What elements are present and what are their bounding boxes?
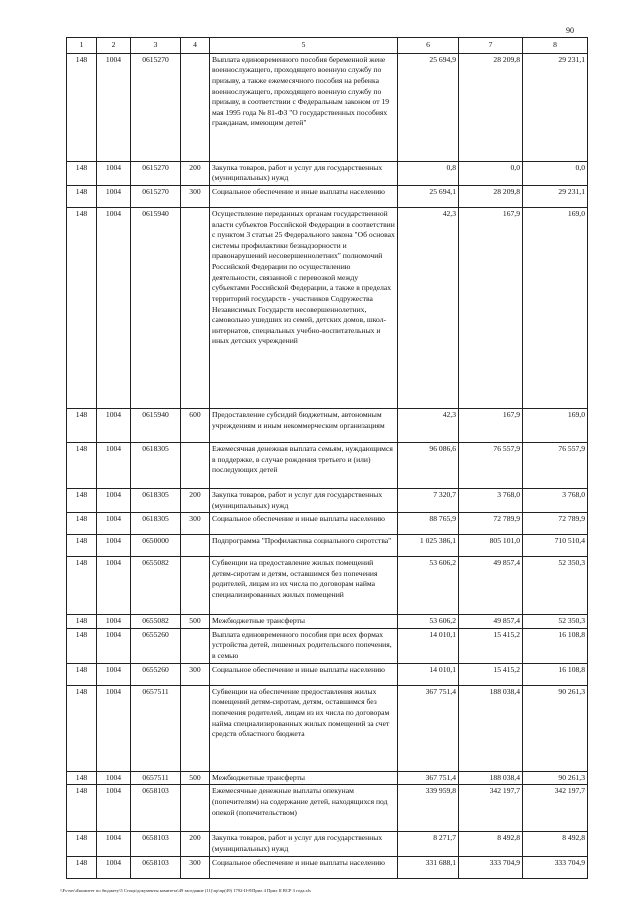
admin-code-cell: 148 — [67, 408, 97, 442]
section-code-cell: 1004 — [97, 628, 131, 663]
expense-type-cell — [181, 535, 210, 557]
amount-year1-cell: 25 694,1 — [398, 185, 459, 207]
amount-year3-cell: 72 789,9 — [523, 513, 588, 535]
table-row — [67, 535, 588, 557]
amount-year3-cell: 90 261,3 — [523, 685, 588, 771]
column-header: 7 — [459, 38, 523, 54]
table-row — [67, 663, 588, 685]
file-path-footer: \\Fs-mv\d\комитет по бюджету\5 Стоцк\документы комитета\49 заседание (11)\пр\пр(49) 1792-II-8\Прил 4 Прил II ВСР 3 года.xls — [60, 888, 311, 893]
table-row — [67, 442, 588, 488]
item-name-cell: Закупка товаров, работ и услуг для государственных (муниципальных) нужд — [210, 832, 398, 856]
column-header: 5 — [210, 38, 398, 54]
admin-code-cell: 148 — [67, 557, 97, 615]
target-article-cell: 0618305 — [131, 513, 181, 535]
section-code-cell: 1004 — [97, 442, 131, 488]
item-name-cell: Социальное обеспечение и иные выплаты населению — [210, 856, 398, 878]
column-header: 1 — [67, 38, 97, 54]
target-article-cell: 0650000 — [131, 535, 181, 557]
amount-year1-cell: 0,8 — [398, 161, 459, 185]
table-row — [67, 513, 588, 535]
amount-year1-cell: 53 606,2 — [398, 557, 459, 615]
amount-year3-cell: 52 350,3 — [523, 557, 588, 615]
expense-type-cell: 500 — [181, 615, 210, 629]
item-name-cell: Межбюджетные трансферты — [210, 615, 398, 629]
budget-table — [66, 37, 588, 879]
amount-year2-cell: 188 038,4 — [459, 685, 523, 771]
amount-year3-cell: 8 492,8 — [523, 832, 588, 856]
amount-year3-cell: 52 350,3 — [523, 615, 588, 629]
table-row — [67, 615, 588, 629]
item-name-cell: Ежемесячная денежная выплата семьям, нуждающимся в поддержке, в случае рождения третьего и (или) последующих детей — [210, 442, 398, 488]
section-code-cell: 1004 — [97, 771, 131, 785]
table-row — [67, 408, 588, 442]
amount-year2-cell: 49 857,4 — [459, 615, 523, 629]
amount-year3-cell: 333 704,9 — [523, 856, 588, 878]
amount-year3-cell: 29 231,1 — [523, 185, 588, 207]
amount-year1-cell: 14 010,1 — [398, 628, 459, 663]
amount-year1-cell: 14 010,1 — [398, 663, 459, 685]
expense-type-cell — [181, 628, 210, 663]
table-row — [67, 557, 588, 615]
amount-year3-cell: 0,0 — [523, 161, 588, 185]
target-article-cell: 0618305 — [131, 488, 181, 512]
item-name-cell: Закупка товаров, работ и услуг для государственных (муниципальных) нужд — [210, 488, 398, 512]
amount-year3-cell: 16 108,8 — [523, 663, 588, 685]
table-row — [67, 628, 588, 663]
amount-year2-cell: 188 038,4 — [459, 771, 523, 785]
admin-code-cell: 148 — [67, 442, 97, 488]
section-code-cell: 1004 — [97, 161, 131, 185]
amount-year2-cell: 28 209,8 — [459, 185, 523, 207]
expense-type-cell: 300 — [181, 663, 210, 685]
expense-type-cell: 500 — [181, 771, 210, 785]
table-header-row — [67, 38, 588, 54]
amount-year3-cell: 76 557,9 — [523, 442, 588, 488]
table-row — [67, 53, 588, 161]
amount-year1-cell: 339 959,8 — [398, 785, 459, 832]
amount-year2-cell: 333 704,9 — [459, 856, 523, 878]
table-row — [67, 185, 588, 207]
table-row — [67, 207, 588, 408]
amount-year2-cell: 15 415,2 — [459, 663, 523, 685]
amount-year2-cell: 15 415,2 — [459, 628, 523, 663]
target-article-cell: 0655260 — [131, 663, 181, 685]
section-code-cell: 1004 — [97, 557, 131, 615]
amount-year1-cell: 42,3 — [398, 207, 459, 408]
section-code-cell: 1004 — [97, 53, 131, 161]
item-name-cell: Субвенции на предоставление жилых помещений детям-сиротам и детям, оставшимся без попечения родителей, лицам из их числа по договорам найма специализированных жилых помещений — [210, 557, 398, 615]
item-name-cell: Предоставление субсидий бюджетным, автономным учреждениям и иным некоммерческим организациям — [210, 408, 398, 442]
item-name-cell: Выплата единовременного пособия беременной жене военнослужащего, проходящего военную службу по призыву, а также ежемесячного пособия на ребенка военнослужащего, проходящего военную службу по призыву, в соответствии с Федеральным законом от 19 мая 1995 года № 81-ФЗ "О государственных пособиях гражданам, имеющим детей" — [210, 53, 398, 161]
expense-type-cell — [181, 53, 210, 161]
section-code-cell: 1004 — [97, 685, 131, 771]
section-code-cell: 1004 — [97, 513, 131, 535]
expense-type-cell: 600 — [181, 408, 210, 442]
section-code-cell: 1004 — [97, 535, 131, 557]
table-row — [67, 856, 588, 878]
amount-year1-cell: 42,3 — [398, 408, 459, 442]
section-code-cell: 1004 — [97, 207, 131, 408]
expense-type-cell: 200 — [181, 161, 210, 185]
expense-type-cell: 300 — [181, 185, 210, 207]
item-name-cell: Ежемесячные денежные выплаты опекунам (попечителям) на содержание детей, находящихся под опекой (попечительством) — [210, 785, 398, 832]
expense-type-cell: 300 — [181, 856, 210, 878]
section-code-cell: 1004 — [97, 663, 131, 685]
target-article-cell: 0615940 — [131, 207, 181, 408]
section-code-cell: 1004 — [97, 408, 131, 442]
item-name-cell: Подпрограмма "Профилактика социального сиротства" — [210, 535, 398, 557]
admin-code-cell: 148 — [67, 185, 97, 207]
target-article-cell: 0615940 — [131, 408, 181, 442]
table-row — [67, 785, 588, 832]
expense-type-cell — [181, 442, 210, 488]
target-article-cell: 0615270 — [131, 161, 181, 185]
column-header: 6 — [398, 38, 459, 54]
expense-type-cell — [181, 207, 210, 408]
amount-year1-cell: 53 606,2 — [398, 615, 459, 629]
item-name-cell: Социальное обеспечение и иные выплаты населению — [210, 663, 398, 685]
amount-year1-cell: 367 751,4 — [398, 685, 459, 771]
amount-year2-cell: 72 789,9 — [459, 513, 523, 535]
admin-code-cell: 148 — [67, 685, 97, 771]
amount-year3-cell: 169,0 — [523, 408, 588, 442]
amount-year2-cell: 8 492,8 — [459, 832, 523, 856]
amount-year1-cell: 367 751,4 — [398, 771, 459, 785]
amount-year2-cell: 0,0 — [459, 161, 523, 185]
target-article-cell: 0658103 — [131, 832, 181, 856]
target-article-cell: 0657511 — [131, 685, 181, 771]
target-article-cell: 0657511 — [131, 771, 181, 785]
amount-year3-cell: 169,0 — [523, 207, 588, 408]
amount-year3-cell: 3 768,0 — [523, 488, 588, 512]
section-code-cell: 1004 — [97, 185, 131, 207]
target-article-cell: 0655082 — [131, 557, 181, 615]
expense-type-cell: 200 — [181, 832, 210, 856]
admin-code-cell: 148 — [67, 663, 97, 685]
target-article-cell: 0655260 — [131, 628, 181, 663]
admin-code-cell: 148 — [67, 856, 97, 878]
admin-code-cell: 148 — [67, 513, 97, 535]
amount-year2-cell: 805 101,0 — [459, 535, 523, 557]
amount-year2-cell: 342 197,7 — [459, 785, 523, 832]
table-row — [67, 832, 588, 856]
section-code-cell: 1004 — [97, 832, 131, 856]
amount-year2-cell: 49 857,4 — [459, 557, 523, 615]
item-name-cell: Выплата единовременного пособия при всех формах устройства детей, лишенных родительского попечения, в семью — [210, 628, 398, 663]
admin-code-cell: 148 — [67, 161, 97, 185]
table-row — [67, 488, 588, 512]
page-number: 90 — [566, 26, 574, 35]
amount-year3-cell: 90 261,3 — [523, 771, 588, 785]
item-name-cell: Социальное обеспечение и иные выплаты населению — [210, 513, 398, 535]
expense-type-cell — [181, 685, 210, 771]
amount-year1-cell: 8 271,7 — [398, 832, 459, 856]
expense-type-cell: 300 — [181, 513, 210, 535]
amount-year2-cell: 76 557,9 — [459, 442, 523, 488]
admin-code-cell: 148 — [67, 785, 97, 832]
item-name-cell: Закупка товаров, работ и услуг для государственных (муниципальных) нужд — [210, 161, 398, 185]
item-name-cell: Межбюджетные трансферты — [210, 771, 398, 785]
expense-type-cell — [181, 557, 210, 615]
item-name-cell: Субвенции на обеспечение предоставления жилых помещений детям-сиротам, детям, оставшимся без попечения родителей, лицам из их числа по договорам найма специализированных жилых помещений за счет средств областного бюджета — [210, 685, 398, 771]
amount-year1-cell: 88 765,9 — [398, 513, 459, 535]
amount-year3-cell: 342 197,7 — [523, 785, 588, 832]
admin-code-cell: 148 — [67, 207, 97, 408]
table-row — [67, 685, 588, 771]
amount-year1-cell: 96 086,6 — [398, 442, 459, 488]
amount-year2-cell: 167,9 — [459, 408, 523, 442]
expense-type-cell: 200 — [181, 488, 210, 512]
section-code-cell: 1004 — [97, 785, 131, 832]
admin-code-cell: 148 — [67, 535, 97, 557]
amount-year3-cell: 710 510,4 — [523, 535, 588, 557]
amount-year1-cell: 25 694,9 — [398, 53, 459, 161]
amount-year3-cell: 16 108,8 — [523, 628, 588, 663]
amount-year1-cell: 7 320,7 — [398, 488, 459, 512]
amount-year3-cell: 29 231,1 — [523, 53, 588, 161]
target-article-cell: 0618305 — [131, 442, 181, 488]
expense-type-cell — [181, 785, 210, 832]
column-header: 3 — [131, 38, 181, 54]
table-row — [67, 771, 588, 785]
section-code-cell: 1004 — [97, 856, 131, 878]
amount-year1-cell: 1 025 386,1 — [398, 535, 459, 557]
admin-code-cell: 148 — [67, 488, 97, 512]
admin-code-cell: 148 — [67, 771, 97, 785]
column-header: 8 — [523, 38, 588, 54]
amount-year2-cell: 28 209,8 — [459, 53, 523, 161]
table-row — [67, 161, 588, 185]
target-article-cell: 0655082 — [131, 615, 181, 629]
item-name-cell: Осуществление переданных органам государственной власти субъектов Российской Федерации в соответствии с пунктом 3 статьи 25 Федерального закона "Об основах системы профилактики безнадзорности и правонарушений несовершеннолетних" полномочий Российской Федерации по осуществлению деятельности, связанной с перевозкой между субъектами Российской Федерации, а также в пределах территорий государств - участников Содружества Независимых Государств несовершеннолетних, самовольно ушедших из семей, детских домов, школ-интернатов, специальных учебно-воспитательных и иных детских учреждений — [210, 207, 398, 408]
admin-code-cell: 148 — [67, 832, 97, 856]
column-header: 2 — [97, 38, 131, 54]
section-code-cell: 1004 — [97, 488, 131, 512]
admin-code-cell: 148 — [67, 53, 97, 161]
amount-year2-cell: 3 768,0 — [459, 488, 523, 512]
admin-code-cell: 148 — [67, 628, 97, 663]
item-name-cell: Социальное обеспечение и иные выплаты населению — [210, 185, 398, 207]
amount-year2-cell: 167,9 — [459, 207, 523, 408]
target-article-cell: 0658103 — [131, 856, 181, 878]
target-article-cell: 0615270 — [131, 53, 181, 161]
target-article-cell: 0658103 — [131, 785, 181, 832]
column-header: 4 — [181, 38, 210, 54]
section-code-cell: 1004 — [97, 615, 131, 629]
amount-year1-cell: 331 688,1 — [398, 856, 459, 878]
admin-code-cell: 148 — [67, 615, 97, 629]
target-article-cell: 0615270 — [131, 185, 181, 207]
